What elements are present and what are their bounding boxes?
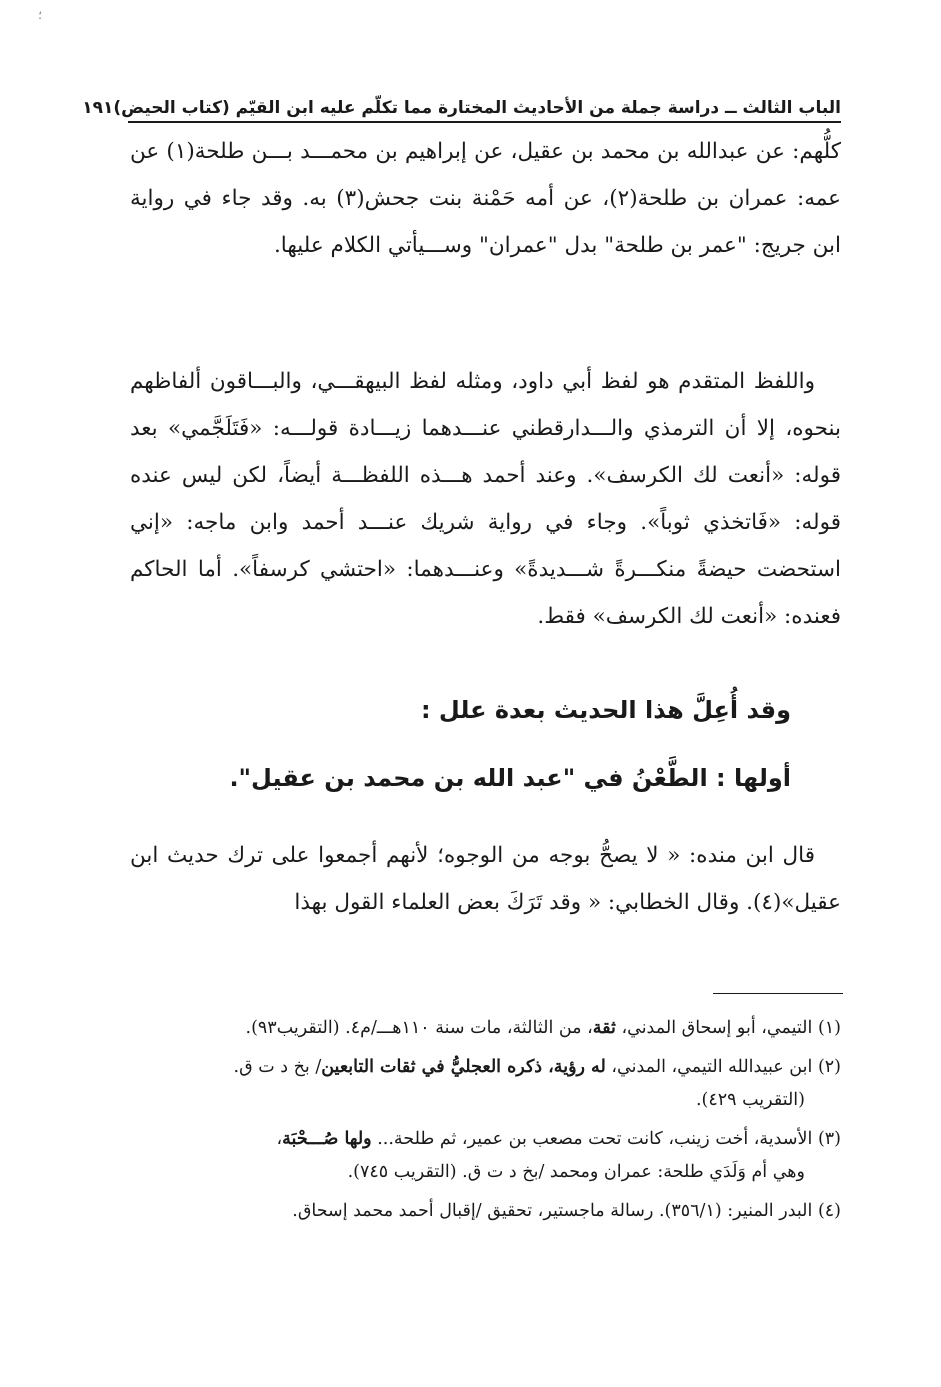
footnote-1: [130, 1012, 841, 1045]
footnote-text-after: / بخ د ت ق.: [233, 1057, 322, 1077]
footnote-text: البدر المنير: (٣٥٦/١). رسالة ماجستير، تحقيق /إقبال أحمد محمد إسحاق.: [292, 1201, 813, 1221]
footnote-marker: (٣): [817, 1129, 841, 1149]
paragraph-2-text: واللفظ المتقدم هو لفظ أبي داود، ومثله لفظ البيهقـــي، والبـــاقون ألفاظهم بنحوه، إلا أن الترمذي والـــدارقطني عنـــدهما زيـــادة قولـــه: «فَتَلَجَّمي» بعد قوله: «أنعت لك الكرسف». وعند أحمد هـــذه اللفظـــة أيضاً، لكن ليس عنده قوله: «فَاتخذي ثوباً». وجاء في رواية شريك عنـــد أحمد وابن ماجه: «إني استحضت حيضةً منكـــرةً شـــديدةً» وعنـــدهما: «احتشي كرسفاً». أما الحاكم فعنده: «أنعت لك الكرسف» فقط.: [130, 369, 841, 629]
footnote-text: التيمي، أبو إسحاق المدني،: [615, 1018, 813, 1038]
footnote-continuation: وهي أم وَلَدَي طلحة: عمران ومحمد /بخ د ت ق. (التقريب ٧٤٥).: [347, 1162, 805, 1182]
footnote-text: ابن عبيدالله التيمي، المدني،: [605, 1057, 813, 1077]
footnote-bold: له رؤية، ذكره العجليُّ في ثقات التابعين: [321, 1057, 606, 1077]
footnote-bold: ولها صُـــحْبَة: [282, 1129, 372, 1149]
footnote-text: الأسدية، أخت زينب، كانت تحت مصعب بن عمير، ثم طلحة...: [371, 1129, 813, 1149]
footnote-2: [130, 1051, 841, 1117]
section-heading-2: أولها : الطَّعْنُ في "عبد الله بن محمد بن عقيل".: [229, 764, 791, 792]
footnote-marker: (٤): [817, 1201, 841, 1221]
paragraph-1: [130, 128, 841, 269]
footnote-separator: [713, 993, 843, 994]
header-rule: [128, 121, 841, 123]
paragraph-2: [130, 358, 841, 640]
footnote-text-after: ، من الثالثة، مات سنة ١١٠هـــ/م٤. (التقريب٩٣).: [245, 1018, 593, 1038]
footnote-marker: (٢): [817, 1057, 841, 1077]
section-heading-1: وقد أُعِلَّ هذا الحديث بعدة علل :: [420, 696, 791, 724]
footnote-bold: ثقة: [592, 1018, 616, 1038]
running-header: [82, 86, 841, 118]
footnote-continuation: (التقريب ٤٢٩).: [695, 1090, 805, 1110]
footnote-text-after: ،: [276, 1129, 283, 1149]
corner-mark: ؛: [38, 8, 42, 22]
paragraph-3-text: قال ابن منده: « لا يصحُّ بوجه من الوجوه؛ لأنهم أجمعوا على ترك حديث ابن عقيل»(٤). وقال الخطابي: « وقد تَرَكَ بعض العلماء القول بهذا: [130, 843, 841, 915]
header-title: الباب الثالث ــ دراسة جملة من الأحاديث المختارة مما تكلّم عليه ابن القيّم (كتاب الحيض): [113, 98, 841, 118]
footnote-3: [130, 1123, 841, 1189]
page-number: ١٩١: [82, 98, 114, 118]
footnote-4: [130, 1195, 841, 1228]
paragraph-3: [130, 832, 841, 926]
footnotes: [130, 1012, 841, 1234]
paragraph-1-text: كلُّهم: عن عبدالله بن محمد بن عقيل، عن إبراهيم بن محمـــد بـــن طلحة(١) عن عمه: عمران بن طلحة(٢)، عن أمه حَمْنة بنت جحش(٣) به. وقد جاء في رواية ابن جريج: "عمر بن طلحة" بدل "عمران" وســـيأتي الكلام عليها.: [130, 139, 842, 258]
footnote-marker: (١): [817, 1018, 841, 1038]
